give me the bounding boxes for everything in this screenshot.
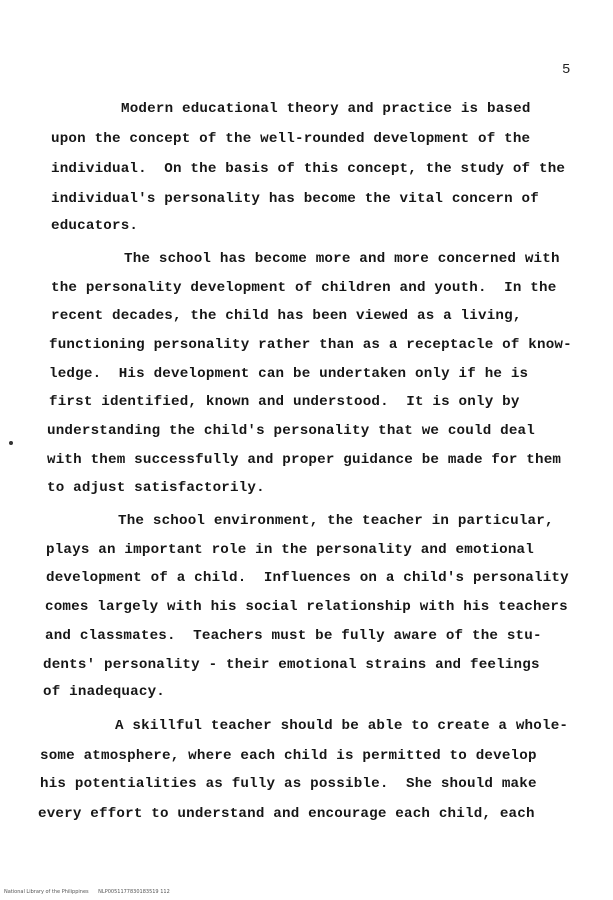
- text-line: some atmosphere, where each child is permitted to develop: [40, 748, 537, 764]
- text-line: individual. On the basis of this concept, the study of the: [51, 161, 566, 177]
- text-line: the personality development of children and youth. In the: [51, 280, 557, 296]
- text-line: first identified, known and understood. It is only by: [49, 394, 520, 410]
- text-line: plays an important role in the personality and emotional: [46, 542, 534, 558]
- text-line: recent decades, the child has been viewed as a living,: [51, 308, 522, 324]
- text-line: The school environment, the teacher in particular,: [118, 513, 554, 529]
- text-line: understanding the child's personality that we could deal: [47, 423, 535, 439]
- text-line: dents' personality - their emotional strains and feelings: [43, 657, 540, 673]
- text-line: The school has become more and more concerned with: [124, 251, 560, 267]
- text-line: Modern educational theory and practice is based: [121, 101, 531, 117]
- text-line: every effort to understand and encourage each child, each: [38, 806, 535, 822]
- text-line: individual's personality has become the vital concern of: [51, 191, 539, 207]
- text-line: his potentialities as fully as possible. She should make: [40, 776, 537, 792]
- text-line: upon the concept of the well-rounded development of the: [51, 131, 531, 147]
- text-line: with them successfully and proper guidance be made for them: [47, 452, 562, 468]
- text-line: of inadequacy.: [43, 684, 165, 700]
- text-line: A skillful teacher should be able to create a whole-: [115, 718, 569, 734]
- page-number: 5: [562, 62, 571, 78]
- scan-speck: [9, 441, 13, 445]
- text-line: comes largely with his social relationship with his teachers: [45, 599, 568, 615]
- text-line: development of a child. Influences on a child's personality: [46, 570, 569, 586]
- footer-watermark: National Library of the Philippines NLP0051177830183519 112: [4, 889, 170, 895]
- text-line: educators.: [51, 218, 139, 234]
- text-line: to adjust satisfactorily.: [47, 480, 265, 496]
- text-line: ledge. His development can be undertaken only if he is: [49, 366, 529, 382]
- text-line: functioning personality rather than as a receptacle of know-: [49, 337, 572, 353]
- text-line: and classmates. Teachers must be fully aware of the stu-: [45, 628, 542, 644]
